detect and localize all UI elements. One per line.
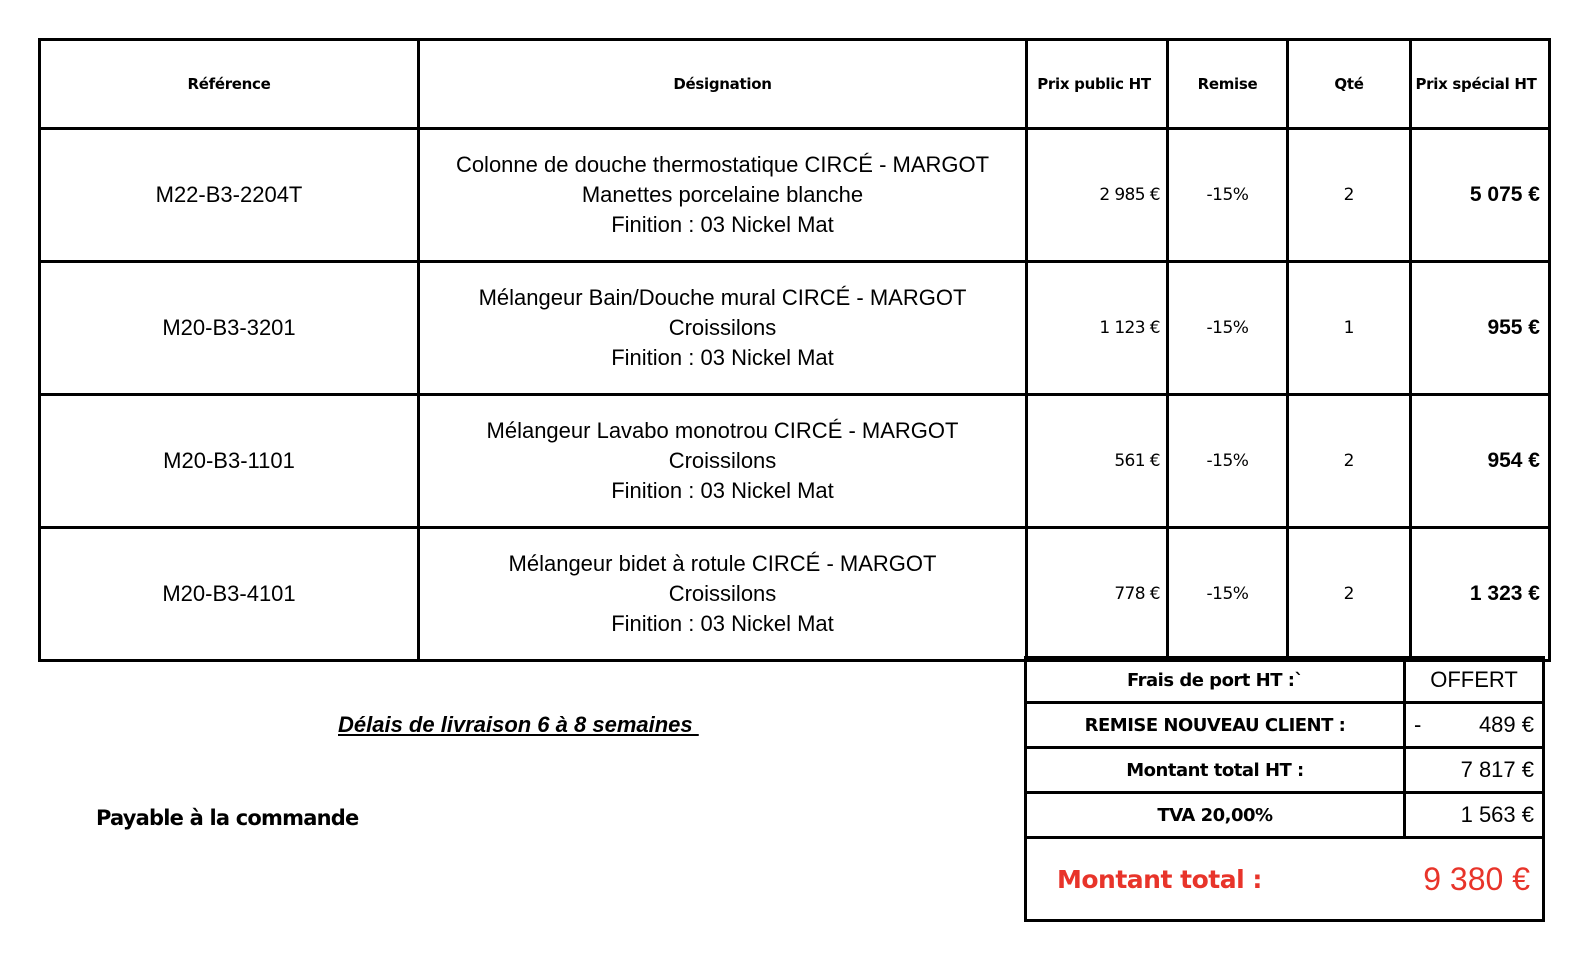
cell-discount: -15% (1168, 528, 1288, 661)
cell-special-price: 954 € (1411, 395, 1550, 528)
cell-reference: M20-B3-4101 (40, 528, 419, 661)
grand-total-row (1026, 838, 1544, 921)
table-row (40, 262, 1550, 395)
designation-line: Mélangeur Lavabo monotrou CIRCÉ - MARGOT (486, 418, 959, 443)
designation-line: Finition : 03 Nickel Mat (611, 345, 834, 370)
vat-value: 1 563 € (1405, 793, 1544, 838)
designation-line: Colonne de douche thermostatique CIRCÉ - MARGOT (455, 152, 990, 177)
cell-designation (419, 129, 1027, 262)
cell-special-price: 1 323 € (1411, 528, 1550, 661)
designation-line: Croissilons (668, 581, 777, 606)
cell-discount: -15% (1168, 129, 1288, 262)
new-client-discount-label: REMISE NOUVEAU CLIENT : (1026, 703, 1405, 748)
cell-reference: M20-B3-1101 (40, 395, 419, 528)
cell-reference: M22-B3-2204T (40, 129, 419, 262)
table-header-row (40, 40, 1550, 129)
grand-total-cell (1026, 838, 1544, 921)
cell-quantity: 1 (1288, 262, 1411, 395)
cell-designation (419, 395, 1027, 528)
cell-public-price: 561 € (1027, 395, 1168, 528)
new-client-discount-sign: - (1414, 712, 1422, 737)
header-public-price: Prix public HT (1027, 40, 1168, 129)
grand-total-value: 9 380 € (1423, 860, 1530, 897)
vat-label: TVA 20,00% (1026, 793, 1405, 838)
new-client-discount-cell (1405, 703, 1544, 748)
cell-quantity: 2 (1288, 395, 1411, 528)
designation-line: Manettes porcelaine blanche (581, 182, 864, 207)
new-client-discount-value: 489 € (1478, 712, 1534, 737)
vat-row (1026, 793, 1544, 838)
header-quantity: Qté (1288, 40, 1411, 129)
shipping-label: Frais de port HT :` (1026, 658, 1405, 703)
cell-designation (419, 528, 1027, 661)
cell-special-price: 955 € (1411, 262, 1550, 395)
header-designation: Désignation (419, 40, 1027, 129)
header-special-price: Prix spécial HT (1411, 40, 1550, 129)
cell-special-price: 5 075 € (1411, 129, 1550, 262)
cell-public-price: 778 € (1027, 528, 1168, 661)
cell-discount: -15% (1168, 395, 1288, 528)
cell-discount: -15% (1168, 262, 1288, 395)
cell-public-price: 1 123 € (1027, 262, 1168, 395)
table-row (40, 395, 1550, 528)
designation-line: Finition : 03 Nickel Mat (611, 611, 834, 636)
designation-line: Mélangeur bidet à rotule CIRCÉ - MARGOT (508, 551, 937, 576)
table-row (40, 528, 1550, 661)
shipping-value: OFFERT (1405, 658, 1544, 703)
cell-quantity: 2 (1288, 528, 1411, 661)
header-discount: Remise (1168, 40, 1288, 129)
designation-line: Mélangeur Bain/Douche mural CIRCÉ - MARGOT (478, 285, 967, 310)
designation-line: Finition : 03 Nickel Mat (611, 212, 834, 237)
new-client-discount-row (1026, 703, 1544, 748)
cell-designation (419, 262, 1027, 395)
payment-terms-note: Payable à la commande (96, 806, 359, 830)
header-reference: Référence (40, 40, 419, 129)
delivery-time-note: Délais de livraison 6 à 8 semaines (338, 712, 699, 737)
shipping-row (1026, 658, 1544, 703)
designation-line: Croissilons (668, 315, 777, 340)
grand-total-label: Montant total : (1057, 864, 1262, 894)
cell-reference: M20-B3-3201 (40, 262, 419, 395)
designation-line: Croissilons (668, 448, 777, 473)
quote-items-table (38, 38, 1551, 662)
total-ht-row (1026, 748, 1544, 793)
total-ht-value: 7 817 € (1405, 748, 1544, 793)
table-row (40, 129, 1550, 262)
cell-public-price: 2 985 € (1027, 129, 1168, 262)
cell-quantity: 2 (1288, 129, 1411, 262)
totals-table (1024, 656, 1545, 922)
total-ht-label: Montant total HT : (1026, 748, 1405, 793)
designation-line: Finition : 03 Nickel Mat (611, 478, 834, 503)
